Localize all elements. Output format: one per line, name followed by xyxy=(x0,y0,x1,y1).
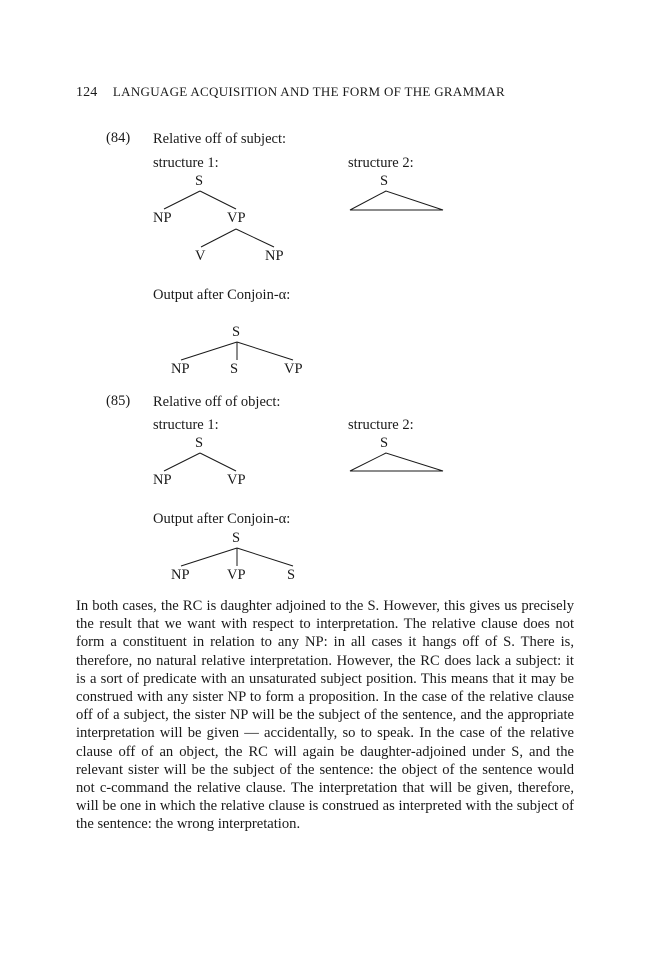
tree-node-s: S xyxy=(232,530,241,546)
example-84-number: (84) xyxy=(106,130,131,146)
example-85-structure1-label: structure 1: xyxy=(153,417,219,433)
example-84-structure1-label: structure 1: xyxy=(153,155,219,171)
example-84-title: Relative off of subject: xyxy=(153,131,287,147)
example-85-title: Relative off of object: xyxy=(153,394,281,410)
example-84-output-label: Output after Conjoin-α: xyxy=(153,287,291,303)
example-85-output-label: Output after Conjoin-α: xyxy=(153,511,291,527)
example-84-structure2-label: structure 2: xyxy=(348,155,414,171)
example-85-number: (85) xyxy=(106,393,131,409)
tree-node-s: S xyxy=(195,435,204,451)
tree-node-np: NP xyxy=(171,567,190,583)
tree-node-vp: VP xyxy=(227,210,246,226)
tree-node-s-adjoined: S xyxy=(287,567,296,583)
tree-node-np: NP xyxy=(171,361,190,377)
tree-node-v: V xyxy=(195,248,206,264)
tree-node-vp: VP xyxy=(227,567,246,583)
tree-node-s: S xyxy=(195,173,204,189)
running-title: LANGUAGE ACQUISITION AND THE FORM OF THE GRAMMAR xyxy=(112,84,505,99)
body-paragraph: In both cases, the RC is daughter adjoined to the S. However, this gives us precisely the result that we want with respect to interpretation. The relative clause does not form a constituent in relation to any NP: in all cases it hangs off of S. There is, therefore, no natural relative interpretation. However, the RC does lack a subject: it is a sort of predicate with an unsaturated subject position. This means that it may be construed with any sister NP to form a proposition. In the case of the relative clause off of a subject, the sister NP will be the subject of the sentence, and the appropriate interpretation will be given — accidentally, so to speak. In the case of the relative clause off of an object, the RC will again be daughter-adjoined under S, and the relevant sister will be the subject of the sentence: the object of the sentence would not c-command the relative clause. The interpretation that will be given, therefore, will be one in which the relative clause is construed as interpreted with the subject of the sentence: the wrong interpretation. xyxy=(76,598,574,833)
tree-node-s: S xyxy=(380,173,389,189)
tree-node-s: S xyxy=(232,324,241,340)
tree-node-vp: VP xyxy=(227,472,246,488)
page-number: 124 xyxy=(76,85,98,100)
tree-node-vp: VP xyxy=(284,361,303,377)
example-85-structure2-label: structure 2: xyxy=(348,417,414,433)
tree-node-s: S xyxy=(380,435,389,451)
tree-node-np-object: NP xyxy=(265,248,284,264)
tree-node-np: NP xyxy=(153,210,172,226)
tree-node-np: NP xyxy=(153,472,172,488)
tree-node-s-adjoined: S xyxy=(230,361,239,377)
branch-line xyxy=(237,548,293,566)
branch-line xyxy=(181,548,237,566)
